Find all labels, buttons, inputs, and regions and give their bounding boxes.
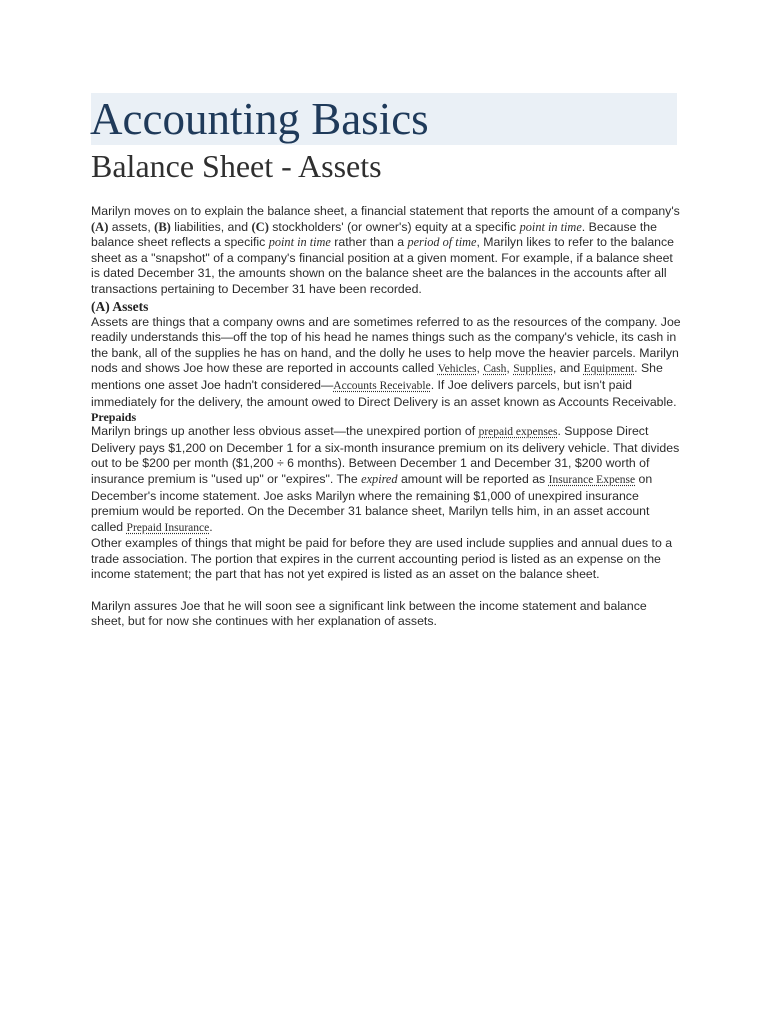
intro-text-5: . Because the balance sheet reflects a specific xyxy=(91,219,657,250)
page-title: Accounting Basics xyxy=(90,94,429,144)
intro-text-3: liabilities, and xyxy=(170,219,252,234)
label-c: (C) xyxy=(251,219,269,234)
link-insurance-expense[interactable]: Insurance Expense xyxy=(548,473,636,486)
intro-paragraph xyxy=(91,204,683,298)
assets-text-3: . If Joe delivers parcels, but isn't paid immediately for the delivery, the amount owed to Direct Delivery is an asset known as Accounts Receivable. xyxy=(91,377,677,409)
assets-heading: (A) Assets xyxy=(91,298,149,314)
link-supplies[interactable]: Supplies xyxy=(513,363,553,376)
intro-text-4: stockholders' (or owner's) equity at a specific xyxy=(268,219,520,234)
link-prepaid-expenses[interactable]: prepaid expenses xyxy=(478,426,558,439)
prepaids-text-3: amount will be reported as xyxy=(397,471,549,486)
intro-text-1: Marilyn moves on to explain the balance sheet, a financial statement that reports the amount of a company's xyxy=(91,204,680,218)
assets-text-2: . She mentions one asset Joe hadn't considered— xyxy=(91,361,663,392)
assets-separator-2: , xyxy=(506,361,514,376)
page-subtitle: Balance Sheet - Assets xyxy=(91,148,382,184)
prepaids-paragraph-2: Other examples of things that might be paid for before they are used include supplies and annual dues to a trade association. The portion that expires in the current accounting period is listed as an expense on the income statement; the part that has not yet expired is listed as an asset on the balance sheet. xyxy=(91,536,673,582)
paragraph-spacer xyxy=(91,583,683,599)
closing-paragraph: Marilyn assures Joe that he will soon see a significant link between the income statement and balance sheet, but for now she continues with her explanation of assets. xyxy=(91,598,647,629)
assets-paragraph xyxy=(91,315,683,411)
intro-text-2: assets, xyxy=(108,219,155,234)
emphasis-period-of-time: period of time xyxy=(407,235,477,250)
assets-separator-3: , and xyxy=(552,361,584,376)
prepaids-heading: Prepaids xyxy=(91,410,137,425)
link-equipment[interactable]: Equipment xyxy=(583,363,635,376)
link-vehicles[interactable]: Vehicles xyxy=(437,363,477,376)
prepaids-text-5: . xyxy=(209,519,213,534)
emphasis-point-in-time-2: point in time xyxy=(268,235,331,250)
assets-separator-1: , xyxy=(476,361,484,376)
intro-text-6: rather than a xyxy=(330,235,408,250)
prepaids-paragraph xyxy=(91,424,683,536)
prepaids-text-1: Marilyn brings up another less obvious asset—the unexpired portion of xyxy=(91,424,479,439)
link-prepaid-insurance[interactable]: Prepaid Insurance xyxy=(126,521,210,534)
intro-text-7: , Marilyn likes to refer to the balance sheet as a "snapshot" of a company's financial position at a given moment. For example, if a balance sheet is dated December 31, the amounts shown on the balance sheet are the balances in the accounts after all transactions pertaining to December 31 have been recorded. xyxy=(91,235,674,296)
prepaids-text-2: . Suppose Direct Delivery pays $1,200 on December 1 for a six-month insurance premium on its delivery vehicle. That divides out to be $200 per month ($1,200 ÷ 6 months). Between December 1 and December 31, $200 worth of insurance premium is "used up" or "expires". The xyxy=(91,424,680,486)
link-accounts-receivable[interactable]: Accounts Receivable xyxy=(333,379,431,392)
prepaids-text-4: on December's income statement. Joe asks Marilyn where the remaining $1,000 of unexpired insurance premium would be reported. On the December 31 balance sheet, Marilyn tells him, in an asset account called xyxy=(91,471,653,534)
link-cash[interactable]: Cash xyxy=(483,363,507,376)
emphasis-expired: expired xyxy=(361,471,398,486)
label-b: (B) xyxy=(154,219,171,234)
emphasis-point-in-time-1: point in time xyxy=(519,219,582,234)
article-body xyxy=(91,204,683,630)
assets-text-1: Assets are things that a company owns and are sometimes referred to as the resources of the company. Joe readily understands this—off the top of his head he names things such as the company's vehicle, its cash in the bank, all of the supplies he has on hand, and the dolly he uses to help move the heavier parcels. Marilyn nods and shows Joe how these are reported in accounts called xyxy=(91,314,681,376)
label-a: (A) xyxy=(91,219,109,234)
